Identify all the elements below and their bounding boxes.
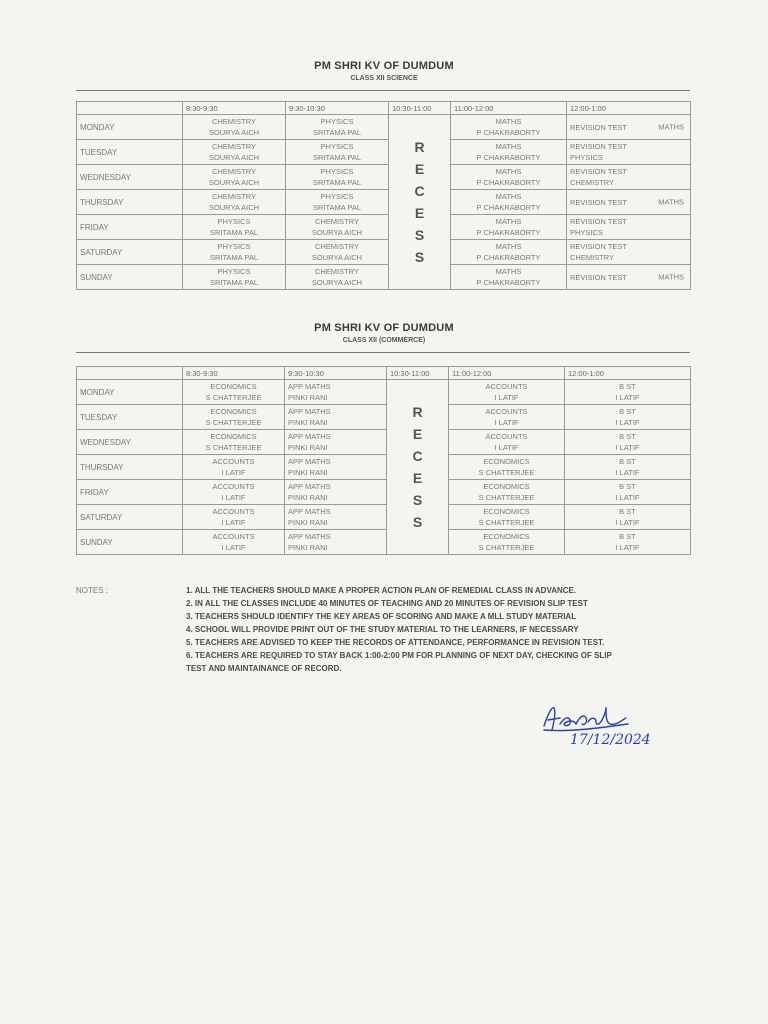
revision-test-cell (567, 140, 691, 165)
period-1-cell (183, 115, 286, 140)
period-3-cell-line: ECONOMICS (483, 482, 530, 491)
period-3-cell-line: ACCOUNTS (485, 382, 528, 391)
recess-letter: R (412, 404, 423, 420)
period-1-cell (183, 240, 286, 265)
period-2-cell-line: PHYSICS (320, 167, 354, 176)
period-2-cell-line: SOURYA AICH (311, 253, 363, 262)
commerce-class-subtitle: CLASS XII (COMMERCE) (342, 337, 426, 344)
column-header (77, 102, 183, 115)
day-name: SUNDAY (77, 530, 183, 555)
recess-letter: C (414, 183, 425, 199)
period-2-cell-line: SRITAMA PAL (312, 203, 362, 212)
recess-letter: S (412, 514, 423, 530)
period-1-cell-line: CHEMISTRY (211, 117, 257, 126)
period-3-cell (449, 405, 565, 430)
period-3-cell-line: P CHAKRABORTY (476, 253, 541, 262)
period-2-cell-line: PHYSICS (320, 142, 354, 151)
period-1-cell (183, 190, 286, 215)
table-row (77, 430, 691, 455)
column-header: 12:00-1:00 (567, 102, 691, 115)
period-1-cell-line: S CHATTERJEE (205, 418, 262, 427)
period-2-cell (286, 240, 389, 265)
period-1-cell-line: SRITAMA PAL (209, 253, 259, 262)
period-1-cell-line: SOURYA AICH (208, 153, 260, 162)
period-1-cell (183, 140, 286, 165)
science-class-subtitle: CLASS XII SCIENCE (350, 75, 418, 82)
science-timetable (76, 101, 691, 290)
period-2-cell (285, 455, 387, 480)
period-3-cell (449, 480, 565, 505)
period-1-cell-line: I LATIF (221, 468, 246, 477)
column-header: 10:30-11:00 (387, 367, 449, 380)
period-3-cell-line: I LATIF (494, 443, 519, 452)
period-1-cell-line: I LATIF (221, 518, 246, 527)
revision-test-cell (567, 115, 691, 140)
period-1-cell (183, 265, 286, 290)
day-name: SUNDAY (77, 265, 183, 290)
period-1-cell (183, 430, 285, 455)
period-4-cell-line: I LATIF (615, 393, 640, 402)
period-3-cell-line: S CHATTERJEE (478, 493, 535, 502)
period-2-cell-line: APP MATHS (288, 482, 331, 491)
day-name: THURSDAY (77, 190, 183, 215)
revision-test-label: REVISION TEST (570, 167, 627, 176)
period-4-cell-line: I LATIF (615, 493, 640, 502)
period-3-cell-line: ECONOMICS (483, 507, 530, 516)
period-1-cell (183, 530, 285, 555)
header-row (77, 367, 691, 380)
period-4-cell (565, 405, 691, 430)
table-row (77, 190, 691, 215)
revision-test-cell (567, 215, 691, 240)
science-school-title: PM SHRI KV OF DUMDUM (314, 60, 454, 72)
revision-subject: CHEMISTRY (570, 178, 615, 187)
revision-subject: MATHS (658, 197, 684, 207)
revision-test-label: REVISION TEST (570, 122, 627, 132)
table-row (77, 480, 691, 505)
notes-list (186, 584, 686, 675)
period-2-cell (286, 115, 389, 140)
period-2-cell-line: PHYSICS (320, 192, 354, 201)
period-4-cell-line: I LATIF (615, 543, 640, 552)
period-2-cell (285, 530, 387, 555)
period-3-cell-line: S CHATTERJEE (478, 543, 535, 552)
period-4-cell (565, 455, 691, 480)
period-3-cell-line: MATHS (495, 117, 522, 126)
period-2-cell (285, 380, 387, 405)
period-2-cell-line: PINKI RANI (288, 393, 328, 402)
period-2-cell (286, 165, 389, 190)
period-3-cell-line: P CHAKRABORTY (476, 278, 541, 287)
header-row (77, 102, 691, 115)
period-1-cell (183, 380, 285, 405)
period-3-cell (451, 265, 567, 290)
period-2-cell (285, 430, 387, 455)
period-3-cell-line: MATHS (495, 217, 522, 226)
period-2-cell (285, 405, 387, 430)
period-2-cell-line: PINKI RANI (288, 518, 328, 527)
period-2-cell-line: SOURYA AICH (311, 278, 363, 287)
period-4-cell-line: B ST (619, 507, 636, 516)
period-2-cell-line: APP MATHS (288, 507, 331, 516)
period-2-cell-line: SRITAMA PAL (312, 128, 362, 137)
period-1-cell-line: ACCOUNTS (212, 532, 255, 541)
period-3-cell-line: ACCOUNTS (485, 432, 528, 441)
period-2-cell-line: APP MATHS (288, 432, 331, 441)
period-4-cell-line: I LATIF (615, 418, 640, 427)
period-2-cell-line: CHEMISTRY (314, 217, 360, 226)
column-header: 12:00-1:00 (565, 367, 691, 380)
revision-test-cell (567, 265, 691, 290)
notes-label: NOTES : (76, 586, 109, 595)
period-2-cell-line: PINKI RANI (288, 468, 328, 477)
period-2-cell-line: CHEMISTRY (314, 267, 360, 276)
period-3-cell-line: I LATIF (494, 393, 519, 402)
period-3-cell (451, 115, 567, 140)
recess-letter: S (414, 227, 425, 243)
commerce-timetable (76, 366, 691, 555)
period-4-cell (565, 430, 691, 455)
note-item: 5. TEACHERS ARE ADVISED TO KEEP THE RECORDS OF ATTENDANCE, PERFORMANCE IN REVISION TEST. (186, 638, 605, 647)
period-3-cell (451, 215, 567, 240)
recess-letter: S (412, 492, 423, 508)
period-4-cell (565, 505, 691, 530)
period-2-cell-line: APP MATHS (288, 532, 331, 541)
day-name: MONDAY (77, 380, 183, 405)
column-header: 11:00-12:00 (449, 367, 565, 380)
day-name: SATURDAY (77, 505, 183, 530)
period-3-cell (451, 165, 567, 190)
period-1-cell (183, 215, 286, 240)
period-2-cell-line: PINKI RANI (288, 493, 328, 502)
recess-letter: E (414, 161, 425, 177)
period-1-cell-line: SRITAMA PAL (209, 278, 259, 287)
period-2-cell-line: APP MATHS (288, 382, 331, 391)
period-1-cell-line: CHEMISTRY (211, 167, 257, 176)
day-name: FRIDAY (77, 215, 183, 240)
table-row (77, 455, 691, 480)
column-header: 9:30-10:30 (286, 102, 389, 115)
period-2-cell-line: SRITAMA PAL (312, 178, 362, 187)
note-item: 6. TEACHERS ARE REQUIRED TO STAY BACK 1:00-2:00 PM FOR PLANNING OF NEXT DAY, CHECKING OF SLIP (186, 651, 612, 660)
period-2-cell-line: PINKI RANI (288, 443, 328, 452)
column-header: 9:30-10:30 (285, 367, 387, 380)
table-row (77, 265, 691, 290)
period-1-cell-line: SOURYA AICH (208, 128, 260, 137)
period-1-cell (183, 505, 285, 530)
revision-test-label: REVISION TEST (570, 197, 627, 207)
table-row (77, 405, 691, 430)
period-3-cell-line: P CHAKRABORTY (476, 178, 541, 187)
table-row (77, 240, 691, 265)
period-2-cell (285, 480, 387, 505)
period-1-cell (183, 405, 285, 430)
period-3-cell-line: MATHS (495, 192, 522, 201)
revision-test-cell (567, 240, 691, 265)
commerce-school-title: PM SHRI KV OF DUMDUM (314, 322, 454, 334)
column-header: 11:00-12:00 (451, 102, 567, 115)
table-row (77, 215, 691, 240)
period-3-cell-line: P CHAKRABORTY (476, 153, 541, 162)
period-1-cell-line: PHYSICS (217, 242, 251, 251)
period-2-cell (286, 190, 389, 215)
period-2-cell (286, 265, 389, 290)
recess-letter: C (412, 448, 423, 464)
period-2-cell-line: PINKI RANI (288, 543, 328, 552)
period-3-cell (449, 455, 565, 480)
revision-test-label: REVISION TEST (570, 242, 627, 251)
science-title-rule (76, 90, 690, 91)
day-name: FRIDAY (77, 480, 183, 505)
revision-test-label: REVISION TEST (570, 272, 627, 282)
note-item: 4. SCHOOL WILL PROVIDE PRINT OUT OF THE STUDY MATERIAL TO THE LEARNERS, IF NECESSARY (186, 625, 579, 634)
period-2-cell-line: CHEMISTRY (314, 242, 360, 251)
table-row (77, 115, 691, 140)
period-3-cell-line: S CHATTERJEE (478, 518, 535, 527)
period-3-cell (451, 140, 567, 165)
period-1-cell-line: ECONOMICS (210, 382, 257, 391)
note-item: TEST AND MAINTAINANCE OF RECORD. (186, 664, 342, 673)
period-3-cell-line: P CHAKRABORTY (476, 128, 541, 137)
period-3-cell-line: I LATIF (494, 418, 519, 427)
period-3-cell-line: ECONOMICS (483, 457, 530, 466)
period-1-cell-line: PHYSICS (217, 217, 251, 226)
period-4-cell (565, 380, 691, 405)
commerce-title-rule (76, 352, 690, 353)
period-1-cell-line: ACCOUNTS (212, 507, 255, 516)
period-1-cell (183, 480, 285, 505)
period-3-cell-line: ACCOUNTS (485, 407, 528, 416)
recess-letter: E (412, 470, 423, 486)
recess-letter: E (412, 426, 423, 442)
period-2-cell-line: SOURYA AICH (311, 228, 363, 237)
period-3-cell-line: P CHAKRABORTY (476, 203, 541, 212)
day-name: MONDAY (77, 115, 183, 140)
revision-subject: PHYSICS (570, 228, 603, 237)
period-1-cell (183, 165, 286, 190)
period-1-cell-line: I LATIF (221, 493, 246, 502)
recess-letter: R (414, 139, 425, 155)
note-item: 1. ALL THE TEACHERS SHOULD MAKE A PROPER ACTION PLAN OF REMEDIAL CLASS IN ADVANCE. (186, 586, 577, 595)
day-name: TUESDAY (77, 140, 183, 165)
table-row (77, 505, 691, 530)
period-1-cell-line: S CHATTERJEE (205, 393, 262, 402)
period-1-cell-line: ACCOUNTS (212, 457, 255, 466)
period-4-cell (565, 480, 691, 505)
column-header (77, 367, 183, 380)
period-2-cell-line: PINKI RANI (288, 418, 328, 427)
day-name: WEDNESDAY (77, 430, 183, 455)
column-header: 10:30-11:00 (389, 102, 451, 115)
recess-cell (389, 115, 451, 290)
handwritten-signature (540, 700, 670, 760)
period-3-cell-line: P CHAKRABORTY (476, 228, 541, 237)
revision-test-label: REVISION TEST (570, 217, 627, 226)
revision-test-label: REVISION TEST (570, 142, 627, 151)
period-4-cell-line: I LATIF (615, 443, 640, 452)
period-1-cell (183, 455, 285, 480)
period-1-cell-line: ACCOUNTS (212, 482, 255, 491)
table-row (77, 380, 691, 405)
period-4-cell-line: B ST (619, 382, 636, 391)
period-2-cell (286, 215, 389, 240)
period-2-cell-line: SRITAMA PAL (312, 153, 362, 162)
period-3-cell (449, 380, 565, 405)
note-item: 3. TEACHERS SHOULD IDENTIFY THE KEY AREAS OF SCORING AND MAKE A MLL STUDY MATERIAL (186, 612, 577, 621)
period-1-cell-line: CHEMISTRY (211, 192, 257, 201)
recess-cell (387, 380, 449, 555)
period-4-cell-line: I LATIF (615, 518, 640, 527)
column-header: 8:30-9:30 (183, 367, 285, 380)
note-item: 2. IN ALL THE CLASSES INCLUDE 40 MINUTES OF TEACHING AND 20 MINUTES OF REVISION SLIP TEST (186, 599, 588, 608)
recess-letter: S (414, 249, 425, 265)
revision-subject: CHEMISTRY (570, 253, 615, 262)
day-name: THURSDAY (77, 455, 183, 480)
period-3-cell (451, 240, 567, 265)
column-header: 8:30-9:30 (183, 102, 286, 115)
period-1-cell-line: I LATIF (221, 543, 246, 552)
period-4-cell-line: B ST (619, 457, 636, 466)
period-3-cell-line: MATHS (495, 142, 522, 151)
table-row (77, 140, 691, 165)
period-1-cell-line: S CHATTERJEE (205, 443, 262, 452)
table-row (77, 530, 691, 555)
period-1-cell-line: SOURYA AICH (208, 178, 260, 187)
period-3-cell-line: MATHS (495, 167, 522, 176)
period-4-cell (565, 530, 691, 555)
period-3-cell-line: MATHS (495, 242, 522, 251)
recess-letter: E (414, 205, 425, 221)
revision-subject: PHYSICS (570, 153, 603, 162)
period-4-cell-line: B ST (619, 532, 636, 541)
period-1-cell-line: ECONOMICS (210, 407, 257, 416)
period-3-cell (451, 190, 567, 215)
day-name: TUESDAY (77, 405, 183, 430)
day-name: SATURDAY (77, 240, 183, 265)
period-3-cell-line: S CHATTERJEE (478, 468, 535, 477)
revision-test-cell (567, 190, 691, 215)
period-1-cell-line: SOURYA AICH (208, 203, 260, 212)
period-2-cell-line: PHYSICS (320, 117, 354, 126)
signature-date: 17/12/2024 (570, 732, 651, 748)
revision-test-cell (567, 165, 691, 190)
period-3-cell-line: MATHS (495, 267, 522, 276)
period-3-cell-line: ECONOMICS (483, 532, 530, 541)
period-4-cell-line: I LATIF (615, 468, 640, 477)
period-1-cell-line: SRITAMA PAL (209, 228, 259, 237)
period-3-cell (449, 505, 565, 530)
table-row (77, 165, 691, 190)
period-1-cell-line: PHYSICS (217, 267, 251, 276)
period-2-cell-line: APP MATHS (288, 407, 331, 416)
period-2-cell (286, 140, 389, 165)
revision-subject: MATHS (658, 122, 684, 132)
revision-subject: MATHS (658, 272, 684, 282)
period-2-cell-line: APP MATHS (288, 457, 331, 466)
period-3-cell (449, 530, 565, 555)
period-4-cell-line: B ST (619, 482, 636, 491)
period-4-cell-line: B ST (619, 432, 636, 441)
period-2-cell (285, 505, 387, 530)
period-1-cell-line: ECONOMICS (210, 432, 257, 441)
period-1-cell-line: CHEMISTRY (211, 142, 257, 151)
day-name: WEDNESDAY (77, 165, 183, 190)
period-4-cell-line: B ST (619, 407, 636, 416)
period-3-cell (449, 430, 565, 455)
